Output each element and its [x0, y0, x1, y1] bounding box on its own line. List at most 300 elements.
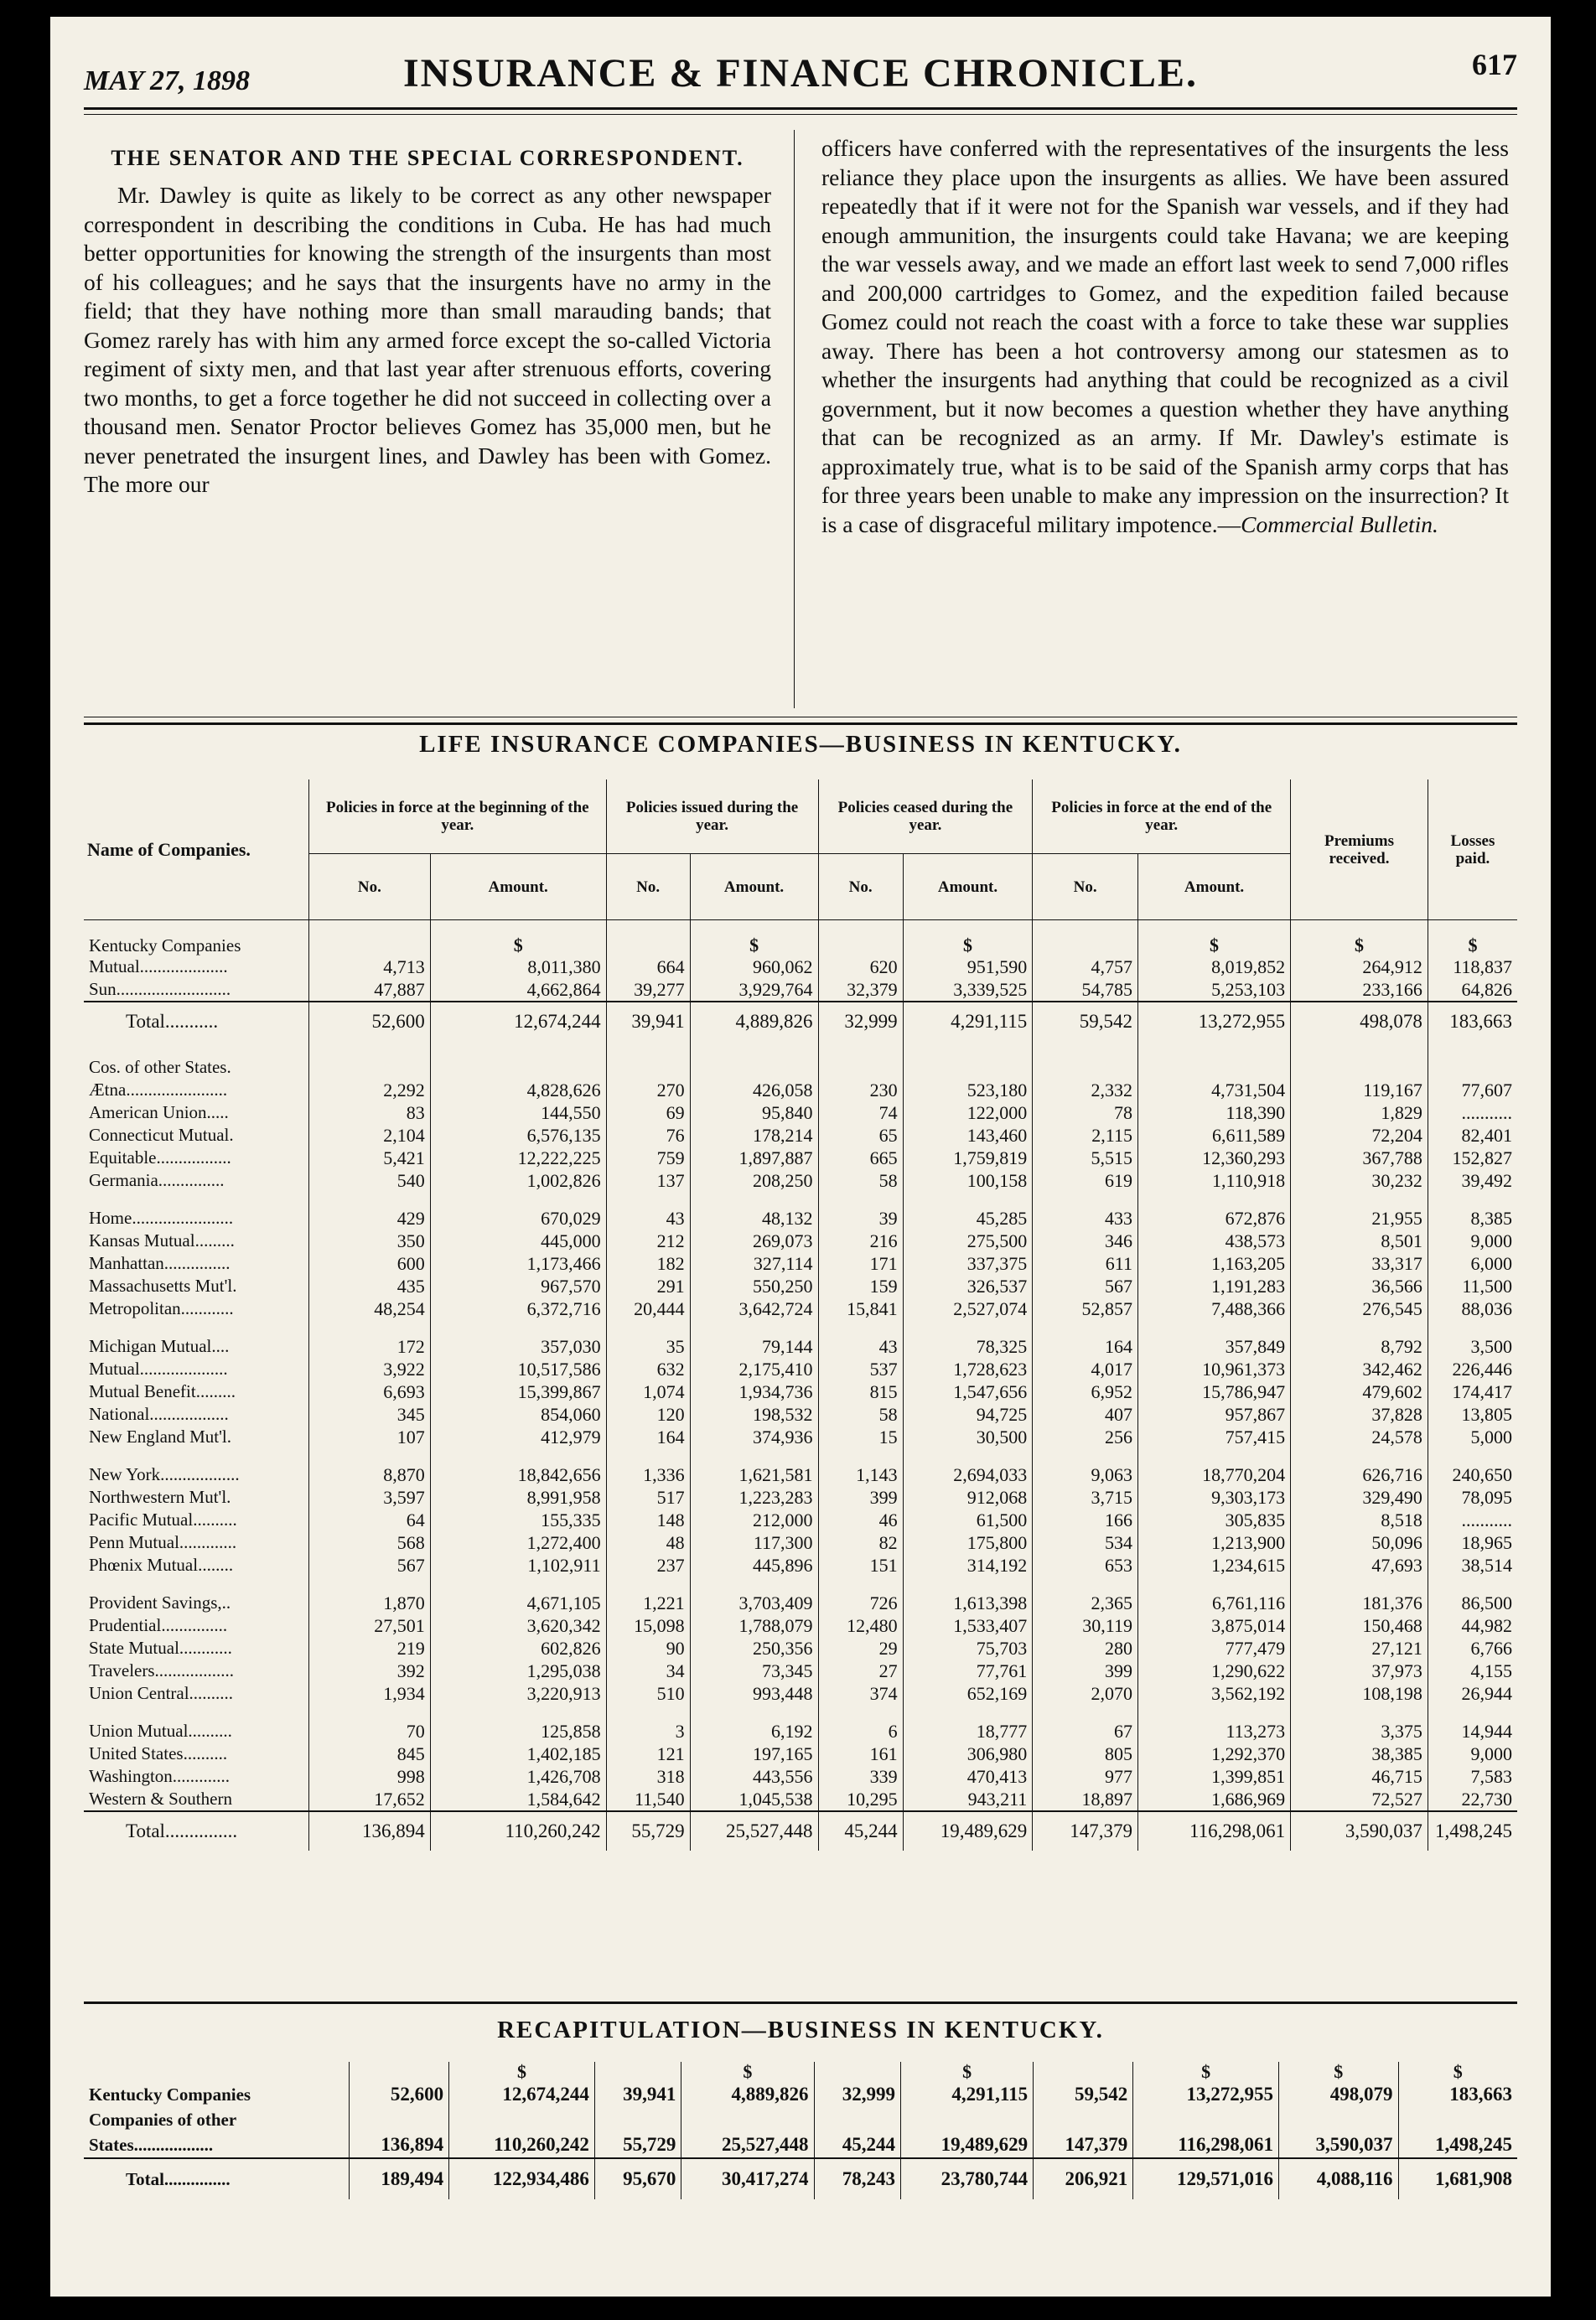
ky-total-row: [84, 1002, 1517, 1041]
spacer-cell: [1291, 1577, 1428, 1592]
table-cell: 757,415: [1137, 1426, 1290, 1448]
table-cell: 1,223,283: [690, 1486, 818, 1509]
table-cell: 479,602: [1291, 1380, 1428, 1403]
recap-dollar-row: [84, 2062, 1517, 2082]
spacer-cell: [430, 1448, 606, 1463]
table-cell: 3,339,525: [903, 978, 1033, 1002]
table-cell: 1,681,908: [1398, 2158, 1517, 2199]
table-cell: 47,693: [1291, 1554, 1428, 1577]
table-cell: 670,029: [430, 1207, 606, 1230]
spacer-cell: [1137, 1320, 1290, 1335]
company-name: Prudential...............: [89, 1615, 228, 1635]
spacer-cell: [903, 1320, 1033, 1335]
dollar-sign: $: [901, 2062, 1034, 2082]
premiums-header: Premiums received.: [1291, 779, 1428, 920]
table-cell: 15: [818, 1426, 903, 1448]
table-cell: 189,494: [350, 2158, 449, 2199]
table-cell: 1,102,911: [430, 1554, 606, 1577]
table-cell: 1,272,400: [430, 1531, 606, 1554]
table-cell: 653: [1033, 1554, 1138, 1577]
company-name: United States..........: [89, 1743, 228, 1763]
table-cell: 3,703,409: [690, 1592, 818, 1614]
table-cell: 147,379: [1033, 1811, 1138, 1851]
table-row: [84, 1509, 1517, 1531]
table-cell: 854,060: [430, 1403, 606, 1426]
spacer-cell: [606, 1320, 690, 1335]
table-cell: 4,088,116: [1279, 2158, 1399, 2199]
table-cell: 150,468: [1291, 1614, 1428, 1637]
spacer-cell: [430, 1041, 606, 1056]
table-cell: 7,583: [1428, 1765, 1517, 1788]
table-cell: 6,576,135: [430, 1124, 606, 1147]
spacer-cell: [309, 1320, 431, 1335]
table-row: [84, 1079, 1517, 1101]
table-cell: 148: [606, 1509, 690, 1531]
table-cell: 233,166: [1291, 978, 1428, 1002]
table-cell: 18,842,656: [430, 1463, 606, 1486]
ky-label-row: [84, 935, 1517, 955]
table-cell: 58: [818, 1403, 903, 1426]
table-cell: 1,045,538: [690, 1788, 818, 1811]
table-cell: 27,121: [1291, 1637, 1428, 1660]
gap-row: [84, 920, 1517, 936]
recap-title: RECAPITULATION—BUSINESS IN KENTUCKY.: [497, 2017, 1104, 2043]
spacer-cell: [690, 1320, 818, 1335]
spacer-cell: [430, 1192, 606, 1207]
table-cell: 357,030: [430, 1335, 606, 1358]
table-cell: 113,273: [1137, 1720, 1290, 1743]
table-cell: 1,191,283: [1137, 1275, 1290, 1297]
table-cell: 665: [818, 1147, 903, 1169]
spacer-cell: [1428, 1041, 1517, 1056]
spacer-cell: [690, 1192, 818, 1207]
table-cell: 3,875,014: [1137, 1614, 1290, 1637]
table-cell: 79,144: [690, 1335, 818, 1358]
spacer-cell: [818, 1192, 903, 1207]
gap-row: [84, 1041, 1517, 1056]
group-header: Policies in force at the beginning of the year.: [309, 779, 607, 854]
no-header: No.: [818, 854, 903, 920]
table-cell: 815: [818, 1380, 903, 1403]
table-cell: ...........: [1428, 1101, 1517, 1124]
spacer-cell: [1291, 1056, 1428, 1079]
table-cell: 61,500: [903, 1509, 1033, 1531]
table-cell: 367,788: [1291, 1147, 1428, 1169]
table-cell: 6,693: [309, 1380, 431, 1403]
table-cell: 3,375: [1291, 1720, 1428, 1743]
dollar-sign: $: [1279, 2062, 1399, 2082]
table-cell: 30,119: [1033, 1614, 1138, 1637]
article-left-column: [84, 134, 771, 500]
table-cell: 5,000: [1428, 1426, 1517, 1448]
table-cell: 27,501: [309, 1614, 431, 1637]
spacer-cell: [1033, 1577, 1138, 1592]
table-cell: [814, 2107, 901, 2132]
table-cell: 1,934: [309, 1682, 431, 1705]
table-row: [84, 1463, 1517, 1486]
table-cell: 4,713: [309, 955, 431, 978]
table-cell: 626,716: [1291, 1463, 1428, 1486]
company-name: Kentucky Companies: [89, 2084, 251, 2105]
table-cell: 82,401: [1428, 1124, 1517, 1147]
table-cell: 181,376: [1291, 1592, 1428, 1614]
company-name: Total...............: [84, 1811, 309, 1851]
table-cell: 3,500: [1428, 1335, 1517, 1358]
table-cell: 76: [606, 1124, 690, 1147]
table-cell: 183,663: [1428, 1002, 1517, 1041]
company-name: Travelers..................: [89, 1660, 235, 1680]
amount-header: Amount.: [1137, 854, 1290, 920]
table-cell: 90: [606, 1637, 690, 1660]
table-cell: 8,870: [309, 1463, 431, 1486]
table-cell: 39,277: [606, 978, 690, 1002]
table-cell: 36,566: [1291, 1275, 1428, 1297]
issue-date: MAY 27, 1898: [84, 65, 251, 96]
table-cell: 75,703: [903, 1637, 1033, 1660]
table-cell: 110,260,242: [430, 1811, 606, 1851]
recap-table-body: [84, 2062, 1517, 2199]
spacer-cell: [1137, 1448, 1290, 1463]
table-cell: 46: [818, 1509, 903, 1531]
spacer-cell: [1428, 1705, 1517, 1720]
spacer-cell: [430, 1705, 606, 1720]
spacer-cell: [818, 920, 903, 936]
table-cell: 197,165: [690, 1743, 818, 1765]
table-cell: 166: [1033, 1509, 1138, 1531]
table-row: [84, 1147, 1517, 1169]
column-divider: [794, 130, 795, 708]
table-row: [84, 1765, 1517, 1788]
table-cell: 59,542: [1033, 1002, 1138, 1041]
life-table-title: LIFE INSURANCE COMPANIES—BUSINESS IN KENTUCKY.: [419, 731, 1182, 758]
spacer-cell: [903, 1577, 1033, 1592]
gap-row: [84, 1448, 1517, 1463]
table-cell: 25,527,448: [681, 2132, 814, 2158]
table-cell: 1,295,038: [430, 1660, 606, 1682]
table-cell: 5,253,103: [1137, 978, 1290, 1002]
spacer-cell: [818, 1577, 903, 1592]
table-cell: 13,272,955: [1133, 2082, 1279, 2107]
table-cell: 65: [818, 1124, 903, 1147]
table-cell: 567: [309, 1554, 431, 1577]
table-cell: 20,444: [606, 1297, 690, 1320]
company-name: Western & Southern: [89, 1789, 232, 1809]
table-cell: 30,500: [903, 1426, 1033, 1448]
table-cell: 237: [606, 1554, 690, 1577]
spacer-cell: [606, 1705, 690, 1720]
company-name: State Mutual............: [89, 1638, 232, 1658]
table-cell: 212: [606, 1230, 690, 1252]
table-cell: [594, 2107, 681, 2132]
company-name: Equitable.................: [89, 1147, 231, 1168]
table-cell: 2,292: [309, 1079, 431, 1101]
table-cell: 517: [606, 1486, 690, 1509]
table-cell: 55,729: [606, 1811, 690, 1851]
table-cell: 33,317: [1291, 1252, 1428, 1275]
table-cell: 147,379: [1034, 2132, 1133, 2158]
table-cell: 83: [309, 1101, 431, 1124]
table-cell: 15,786,947: [1137, 1380, 1290, 1403]
table-cell: 18,777: [903, 1720, 1033, 1743]
table-cell: [1034, 2107, 1133, 2132]
table-cell: 13,272,955: [1137, 1002, 1290, 1041]
table-cell: 6,372,716: [430, 1297, 606, 1320]
table-cell: 960,062: [690, 955, 818, 978]
table-cell: 4,017: [1033, 1358, 1138, 1380]
table-cell: 498,079: [1279, 2082, 1399, 2107]
table-cell: 118,390: [1137, 1101, 1290, 1124]
table-cell: 240,650: [1428, 1463, 1517, 1486]
spacer-cell: [309, 1192, 431, 1207]
table-cell: 1,870: [309, 1592, 431, 1614]
spacer-cell: [309, 1448, 431, 1463]
table-cell: 94,725: [903, 1403, 1033, 1426]
table-cell: 32,999: [818, 1002, 903, 1041]
table-cell: 52,600: [350, 2082, 449, 2107]
dollar-sign: [350, 2062, 449, 2082]
table-cell: 78,243: [814, 2158, 901, 2199]
table-cell: 12,480: [818, 1614, 903, 1637]
table-cell: 1,426,708: [430, 1765, 606, 1788]
table-cell: 275,500: [903, 1230, 1033, 1252]
company-name: Union Central..........: [89, 1683, 234, 1703]
table-cell: 357,849: [1137, 1335, 1290, 1358]
table-cell: [1133, 2107, 1279, 2132]
spacer-cell: [1033, 1192, 1138, 1207]
table-cell: 116,298,061: [1133, 2132, 1279, 2158]
dollar-sign: [818, 935, 903, 955]
losses-header: Losses paid.: [1428, 779, 1517, 920]
table-cell: 178,214: [690, 1124, 818, 1147]
company-name: Manhattan...............: [89, 1253, 231, 1273]
table-cell: 2,694,033: [903, 1463, 1033, 1486]
table-cell: 8,019,852: [1137, 955, 1290, 978]
table-cell: 345: [309, 1403, 431, 1426]
article-right-column: [821, 134, 1509, 539]
table-cell: 620: [818, 955, 903, 978]
table-cell: 412,979: [430, 1426, 606, 1448]
table-cell: 777,479: [1137, 1637, 1290, 1660]
table-cell: 38,385: [1291, 1743, 1428, 1765]
table-cell: 45,285: [903, 1207, 1033, 1230]
table-cell: 9,000: [1428, 1230, 1517, 1252]
table-cell: 69: [606, 1101, 690, 1124]
table-cell: 602,826: [430, 1637, 606, 1660]
table-cell: 438,573: [1137, 1230, 1290, 1252]
table-cell: 27: [818, 1660, 903, 1682]
table-cell: 25,527,448: [690, 1811, 818, 1851]
dollar-sign: [1033, 935, 1138, 955]
no-header: No.: [606, 854, 690, 920]
table-cell: 70: [309, 1720, 431, 1743]
table-cell: 498,078: [1291, 1002, 1428, 1041]
table-cell: 8,501: [1291, 1230, 1428, 1252]
table-cell: 72,204: [1291, 1124, 1428, 1147]
company-name: Germania...............: [89, 1170, 225, 1190]
table-cell: 55,729: [594, 2132, 681, 2158]
company-name: Mutual....................: [89, 956, 228, 976]
table-cell: 37,973: [1291, 1660, 1428, 1682]
table-cell: 15,098: [606, 1614, 690, 1637]
company-name: Mutual....................: [89, 1359, 228, 1379]
table-cell: 15,399,867: [430, 1380, 606, 1403]
table-cell: 78: [1033, 1101, 1138, 1124]
table-cell: 6,761,116: [1137, 1592, 1290, 1614]
company-name: Michigan Mutual....: [89, 1336, 230, 1356]
table-cell: 9,063: [1033, 1463, 1138, 1486]
table-cell: 4,889,826: [690, 1002, 818, 1041]
table-cell: ...........: [1428, 1509, 1517, 1531]
spacer-cell: [606, 1056, 690, 1079]
group-label: Cos. of other States.: [89, 1057, 231, 1077]
table-cell: 567: [1033, 1275, 1138, 1297]
table-cell: 12,674,244: [449, 2082, 595, 2107]
table-cell: 198,532: [690, 1403, 818, 1426]
table-cell: 470,413: [903, 1765, 1033, 1788]
spacer-cell: [84, 1705, 309, 1720]
table-cell: 10,961,373: [1137, 1358, 1290, 1380]
table-cell: 15,841: [818, 1297, 903, 1320]
table-cell: 48: [606, 1531, 690, 1554]
table-row: [84, 1660, 1517, 1682]
spacer-cell: [903, 1056, 1033, 1079]
table-cell: 14,944: [1428, 1720, 1517, 1743]
spacer-cell: [606, 1577, 690, 1592]
dollar-sign: $: [1398, 2062, 1517, 2082]
table-cell: 23,780,744: [901, 2158, 1034, 2199]
table-cell: 326,537: [903, 1275, 1033, 1297]
table-cell: 3: [606, 1720, 690, 1743]
table-cell: 11,540: [606, 1788, 690, 1811]
table-row: [84, 1380, 1517, 1403]
table-cell: 652,169: [903, 1682, 1033, 1705]
spacer-cell: [1033, 920, 1138, 936]
table-cell: 29: [818, 1637, 903, 1660]
amount-header: Amount.: [430, 854, 606, 920]
table-cell: 88,036: [1428, 1297, 1517, 1320]
group-header: Policies ceased during the year.: [818, 779, 1033, 854]
table-cell: 664: [606, 955, 690, 978]
table-cell: 429: [309, 1207, 431, 1230]
company-name: Metropolitan............: [89, 1298, 234, 1318]
table-cell: 1,074: [606, 1380, 690, 1403]
table-cell: 22,730: [1428, 1788, 1517, 1811]
spacer-cell: [606, 1192, 690, 1207]
table-cell: 4,155: [1428, 1660, 1517, 1682]
table-cell: 72,527: [1291, 1788, 1428, 1811]
table-cell: 399: [818, 1486, 903, 1509]
table-cell: 226,446: [1428, 1358, 1517, 1380]
table-cell: 250,356: [690, 1637, 818, 1660]
no-header: No.: [1033, 854, 1138, 920]
spacer-cell: [1291, 1041, 1428, 1056]
company-name: New York..................: [89, 1464, 240, 1484]
group-header: Policies issued during the year.: [606, 779, 818, 854]
dollar-sign: [814, 2062, 901, 2082]
table-cell: 110,260,242: [449, 2132, 595, 2158]
table-cell: 264,912: [1291, 955, 1428, 978]
recap-rule: [84, 2002, 1517, 2004]
spacer-cell: [1291, 920, 1428, 936]
table-cell: 136,894: [309, 1811, 431, 1851]
table-cell: 164: [1033, 1335, 1138, 1358]
table-cell: 1,498,245: [1398, 2132, 1517, 2158]
company-name: Total...........: [84, 1002, 309, 1041]
table-row: [84, 1743, 1517, 1765]
table-cell: 155,335: [430, 1509, 606, 1531]
newspaper-page: [50, 17, 1551, 2297]
table-cell: 48,132: [690, 1207, 818, 1230]
spacer-cell: [84, 1577, 309, 1592]
spacer-cell: [1137, 1705, 1290, 1720]
table-cell: 318: [606, 1765, 690, 1788]
table-cell: 125,858: [430, 1720, 606, 1743]
table-cell: 280: [1033, 1637, 1138, 1660]
table-row: [84, 1554, 1517, 1577]
spacer-cell: [903, 1192, 1033, 1207]
spacer-cell: [690, 1448, 818, 1463]
table-cell: 2,104: [309, 1124, 431, 1147]
masthead: INSURANCE & FINANCE CHRONICLE.: [402, 51, 1199, 96]
table-cell: 632: [606, 1358, 690, 1380]
company-name: Phœnix Mutual........: [89, 1555, 234, 1575]
dollar-sign: [606, 935, 690, 955]
table-cell: 2,527,074: [903, 1297, 1033, 1320]
company-name: American Union.....: [89, 1102, 229, 1122]
table-row: [84, 1637, 1517, 1660]
table-cell: 1,002,826: [430, 1169, 606, 1192]
dollar-sign: [594, 2062, 681, 2082]
spacer-cell: [84, 1192, 309, 1207]
table-cell: 46,715: [1291, 1765, 1428, 1788]
table-cell: 21,955: [1291, 1207, 1428, 1230]
table-cell: 523,180: [903, 1079, 1033, 1101]
table-cell: 216: [818, 1230, 903, 1252]
table-cell: 6,611,589: [1137, 1124, 1290, 1147]
company-name: Kansas Mutual.........: [89, 1230, 235, 1251]
table-cell: 327,114: [690, 1252, 818, 1275]
table-cell: 39,492: [1428, 1169, 1517, 1192]
table-cell: 37,828: [1291, 1403, 1428, 1426]
table-cell: 4,731,504: [1137, 1079, 1290, 1101]
table-cell: 174,417: [1428, 1380, 1517, 1403]
company-name: Home.......................: [89, 1208, 234, 1228]
table-cell: 35: [606, 1335, 690, 1358]
table-cell: 350: [309, 1230, 431, 1252]
table-cell: 1,399,851: [1137, 1765, 1290, 1788]
spacer-cell: [1428, 1056, 1517, 1079]
table-row: [84, 1169, 1517, 1192]
spacer-cell: [1428, 1192, 1517, 1207]
table-cell: 164: [606, 1426, 690, 1448]
table-cell: [449, 2107, 595, 2132]
dollar-sign: [1034, 2062, 1133, 2082]
table-cell: 58: [818, 1169, 903, 1192]
spacer-cell: [690, 920, 818, 936]
table-cell: 32,379: [818, 978, 903, 1002]
spacer-cell: [1033, 1448, 1138, 1463]
table-cell: 435: [309, 1275, 431, 1297]
table-cell: 805: [1033, 1743, 1138, 1765]
spacer-cell: [1033, 1705, 1138, 1720]
table-cell: 107: [309, 1426, 431, 1448]
table-cell: 993,448: [690, 1682, 818, 1705]
dollar-sign: $: [690, 935, 818, 955]
table-cell: 3,922: [309, 1358, 431, 1380]
dollar-sign: $: [430, 935, 606, 955]
table-cell: 18,897: [1033, 1788, 1138, 1811]
spacer-cell: [1033, 1056, 1138, 1079]
